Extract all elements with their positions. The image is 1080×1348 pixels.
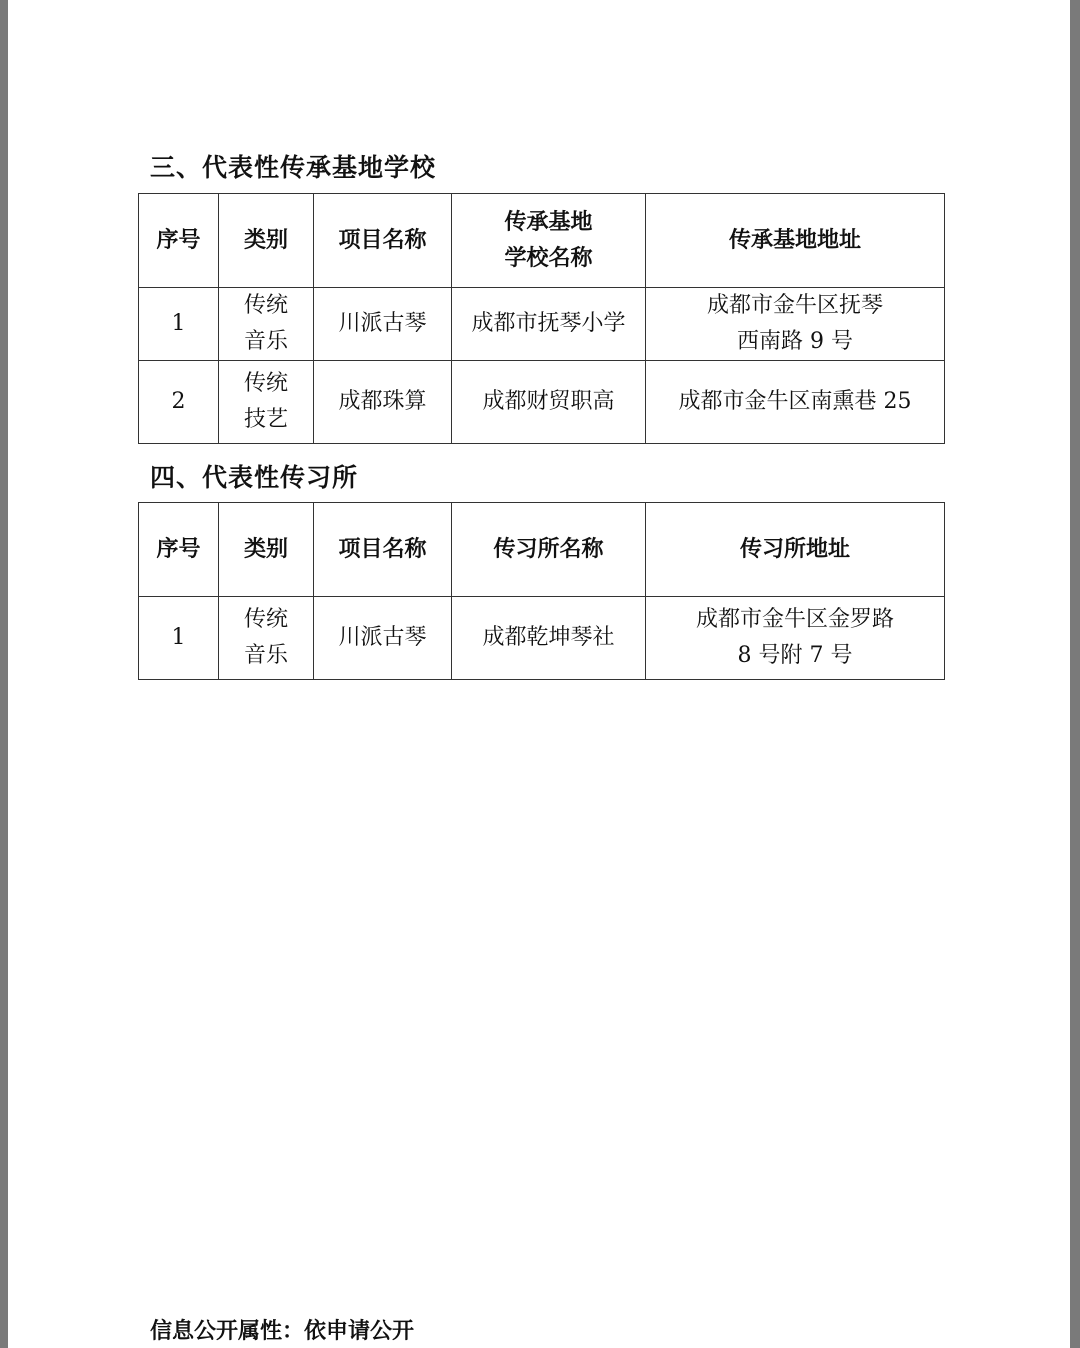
header-address: 传承基地地址 [646,194,945,288]
heritage-studios-table [138,502,945,680]
table-row [139,361,945,444]
page-right-edge [1070,0,1080,1348]
header-category: 类别 [219,503,314,597]
cell-project: 川派古琴 [314,597,452,680]
cell-school: 成都市抚琴小学 [452,288,646,361]
section-4-title: 四、代表性传习所 [150,463,359,492]
table-header-row [139,194,945,288]
cell-category: 传统 音乐 [219,288,314,361]
header-school-name: 传承基地 学校名称 [452,194,646,288]
cell-project: 成都珠算 [314,361,452,444]
section-3-title: 三、代表性传承基地学校 [150,153,437,182]
table-row [139,597,945,680]
cell-address: 成都市金牛区南熏巷 25 [646,361,945,444]
cell-school: 成都财贸职高 [452,361,646,444]
cell-no: 2 [139,361,219,444]
header-no: 序号 [139,194,219,288]
cell-address: 成都市金牛区金罗路 8 号附 7 号 [646,597,945,680]
header-address: 传习所地址 [646,503,945,597]
header-no: 序号 [139,503,219,597]
cell-project: 川派古琴 [314,288,452,361]
cell-category: 传统 技艺 [219,361,314,444]
heritage-base-schools-table [138,193,945,444]
cell-no: 1 [139,288,219,361]
header-studio-name: 传习所名称 [452,503,646,597]
header-project: 项目名称 [314,503,452,597]
header-category: 类别 [219,194,314,288]
cell-category: 传统 音乐 [219,597,314,680]
page-left-edge [0,0,8,1348]
cell-address: 成都市金牛区抚琴 西南路 9 号 [646,288,945,361]
header-project: 项目名称 [314,194,452,288]
table-row [139,288,945,361]
disclosure-attribute: 信息公开属性：依申请公开 [150,1319,415,1344]
cell-no: 1 [139,597,219,680]
cell-studio: 成都乾坤琴社 [452,597,646,680]
table-header-row [139,503,945,597]
